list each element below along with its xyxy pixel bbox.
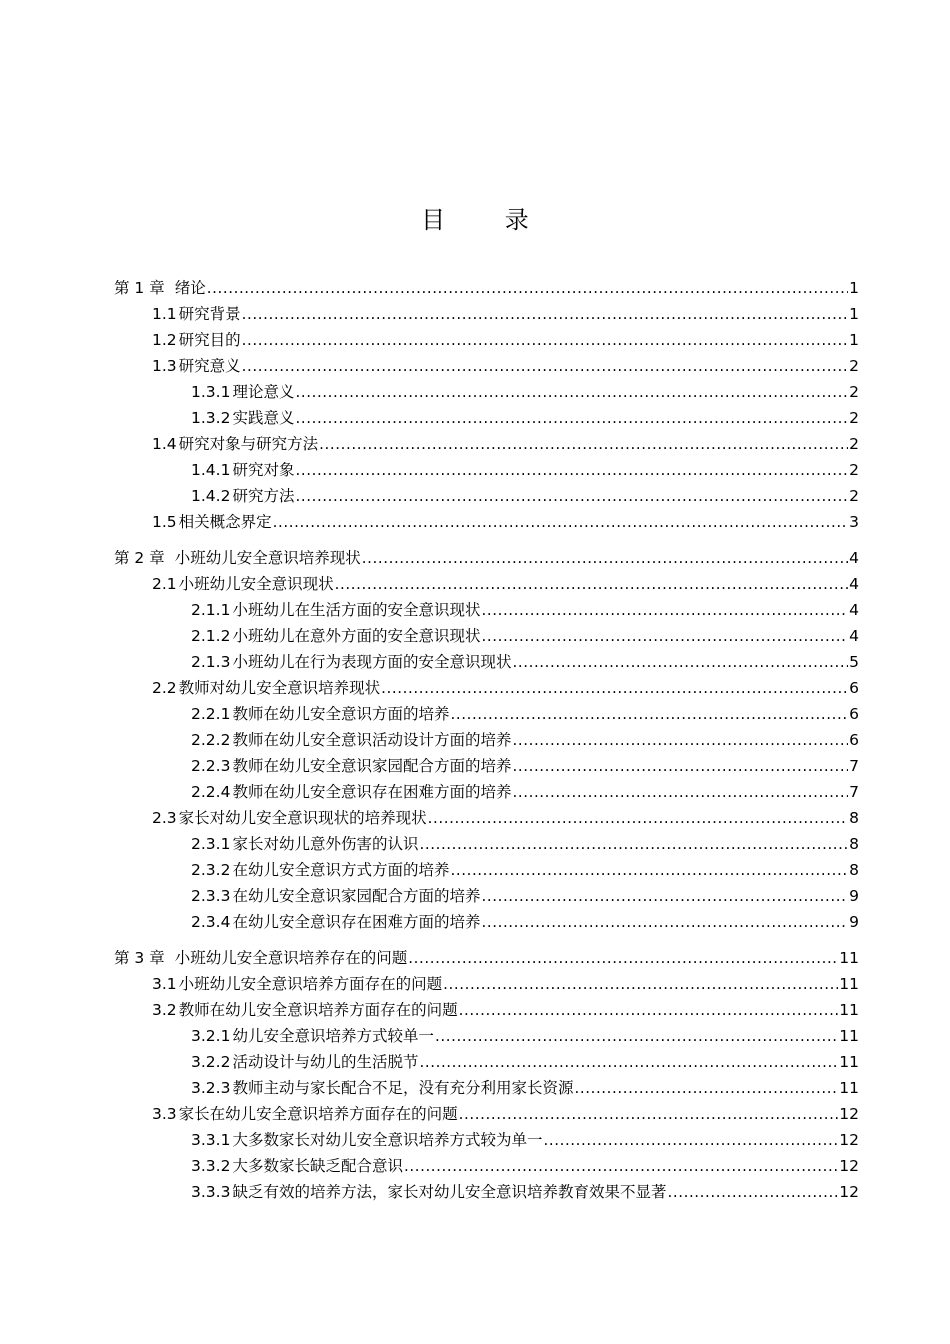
toc-entry-label — [191, 1153, 403, 1179]
toc-entry-number: 2.3.3 — [191, 887, 231, 905]
toc-entry-number: 2.2.1 — [191, 705, 231, 723]
toc-entry-number: 3.3.1 — [191, 1131, 231, 1149]
toc-entry-number: 2.3.2 — [191, 861, 231, 879]
toc-entry-number: 2.2.3 — [191, 757, 231, 775]
toc-dot-leader — [273, 509, 848, 535]
toc-entry[interactable] — [114, 1049, 859, 1075]
toc-entry[interactable] — [114, 1101, 859, 1127]
toc-dot-leader — [543, 1127, 838, 1153]
toc-entry-label — [191, 857, 449, 883]
toc-page-number: 12 — [839, 1105, 859, 1123]
page-title: 目 录 — [421, 206, 555, 234]
toc-entry-label — [191, 405, 294, 431]
toc-entry-label — [152, 971, 442, 997]
toc-dot-leader — [207, 275, 848, 301]
toc-entry[interactable] — [114, 379, 859, 405]
toc-entry-title: 研究意义 — [178, 357, 241, 375]
toc-entry-number: 1.3.1 — [191, 383, 231, 401]
toc-page-number: 6 — [849, 705, 859, 723]
toc-entry-title: 相关概念界定 — [178, 513, 272, 531]
toc-entry-title: 家长对幼儿意外伤害的认识 — [232, 835, 419, 853]
toc-entry-title: 教师对幼儿安全意识培养现状 — [178, 679, 381, 697]
toc-entry-number: 1.5 — [152, 513, 177, 531]
toc-entry-title: 家长对幼儿安全意识现状的培养现状 — [178, 809, 427, 827]
toc-entry-label — [191, 909, 480, 935]
toc-page-number: 8 — [849, 835, 859, 853]
toc-entry-number: 2.3.4 — [191, 913, 231, 931]
toc-entry-number: 1.3 — [152, 357, 177, 375]
toc-entry-label — [191, 701, 449, 727]
toc-entry[interactable] — [114, 571, 859, 597]
toc-entry-title: 实践意义 — [232, 409, 295, 427]
toc-entry[interactable] — [114, 301, 859, 327]
toc-entry-title: 小班幼儿安全意识培养现状 — [174, 549, 361, 567]
toc-page-number: 11 — [839, 1079, 859, 1097]
toc-entry-title: 教师在幼儿安全意识方面的培养 — [232, 705, 450, 723]
toc-chapter-entry[interactable] — [114, 275, 859, 301]
toc-entry[interactable] — [114, 857, 859, 883]
toc-entry[interactable] — [114, 457, 859, 483]
toc-entry-label — [114, 275, 206, 301]
toc-entry[interactable] — [114, 509, 859, 535]
toc-dot-leader — [574, 1075, 838, 1101]
toc-entry[interactable] — [114, 805, 859, 831]
toc-entry-title: 大多数家长对幼儿安全意识培养方式较为单一 — [232, 1131, 543, 1149]
toc-dot-leader — [481, 597, 848, 623]
toc-entry-label — [152, 301, 241, 327]
toc-entry-label — [152, 675, 380, 701]
toc-entry-label — [114, 545, 361, 571]
toc-dot-leader — [295, 457, 848, 483]
toc-page-number: 11 — [839, 949, 859, 967]
toc-entry-number: 3.2 — [152, 1001, 177, 1019]
toc-entry-label — [191, 379, 294, 405]
toc-entry-title: 研究背景 — [178, 305, 241, 323]
toc-page-number: 5 — [849, 653, 859, 671]
toc-entry-label — [191, 623, 480, 649]
toc-page-number: 4 — [849, 575, 859, 593]
toc-dot-leader — [242, 301, 848, 327]
table-of-contents — [114, 275, 859, 1205]
toc-entry-number: 1.4 — [152, 435, 177, 453]
toc-dot-leader — [428, 805, 848, 831]
toc-dot-leader — [242, 353, 848, 379]
toc-entry-title: 在幼儿安全意识方式方面的培养 — [232, 861, 450, 879]
toc-page-number: 4 — [849, 549, 859, 567]
toc-entry-number: 第 1 章 — [114, 279, 165, 297]
toc-dot-leader — [319, 431, 848, 457]
toc-dot-leader — [295, 405, 848, 431]
toc-entry-number: 2.1.1 — [191, 601, 231, 619]
toc-page-number: 7 — [849, 783, 859, 801]
toc-dot-leader — [512, 779, 848, 805]
toc-entry-title: 在幼儿安全意识家园配合方面的培养 — [232, 887, 481, 905]
toc-entry-number: 1.3.2 — [191, 409, 231, 427]
toc-entry[interactable] — [114, 701, 859, 727]
toc-entry-title: 教师在幼儿安全意识培养方面存在的问题 — [178, 1001, 458, 1019]
toc-entry-number: 3.2.2 — [191, 1053, 231, 1071]
toc-dot-leader — [667, 1179, 838, 1205]
toc-dot-leader — [459, 1101, 839, 1127]
toc-entry-title: 小班幼儿在意外方面的安全意识现状 — [232, 627, 481, 645]
toc-entry-title: 绪论 — [174, 279, 206, 297]
toc-entry[interactable] — [114, 1153, 859, 1179]
toc-entry[interactable] — [114, 831, 859, 857]
toc-dot-leader — [512, 753, 848, 779]
toc-entry-label — [152, 431, 318, 457]
toc-entry-title: 研究目的 — [178, 331, 241, 349]
toc-entry-label — [191, 1049, 418, 1075]
toc-page-number: 8 — [849, 809, 859, 827]
toc-entry-title: 小班幼儿安全意识培养存在的问题 — [174, 949, 408, 967]
toc-entry-label — [152, 509, 272, 535]
toc-entry[interactable] — [114, 353, 859, 379]
toc-entry-number: 2.3.1 — [191, 835, 231, 853]
toc-dot-leader — [435, 1023, 838, 1049]
toc-entry-number: 2.2.2 — [191, 731, 231, 749]
toc-page-number: 2 — [849, 357, 859, 375]
toc-entry[interactable] — [114, 623, 859, 649]
toc-entry[interactable] — [114, 753, 859, 779]
toc-entry-number: 2.2.4 — [191, 783, 231, 801]
toc-page-number: 1 — [849, 305, 859, 323]
toc-entry-label — [152, 1101, 458, 1127]
toc-entry-label — [191, 1179, 666, 1205]
toc-entry-label — [152, 353, 241, 379]
toc-entry-title: 家长在幼儿安全意识培养方面存在的问题 — [178, 1105, 458, 1123]
toc-entry-number: 2.1.2 — [191, 627, 231, 645]
toc-dot-leader — [512, 727, 848, 753]
toc-entry-number: 3.2.3 — [191, 1079, 231, 1097]
toc-entry-label — [191, 753, 511, 779]
toc-page-number: 1 — [849, 279, 859, 297]
toc-entry[interactable] — [114, 431, 859, 457]
toc-entry[interactable] — [114, 649, 859, 675]
toc-entry-number: 2.3 — [152, 809, 177, 827]
toc-page-number: 2 — [849, 487, 859, 505]
toc-page-number: 11 — [839, 1001, 859, 1019]
toc-entry-title: 教师在幼儿安全意识活动设计方面的培养 — [232, 731, 512, 749]
toc-dot-leader — [419, 831, 848, 857]
toc-entry[interactable] — [114, 727, 859, 753]
toc-entry-title: 小班幼儿安全意识培养方面存在的问题 — [178, 975, 443, 993]
toc-entry[interactable] — [114, 1179, 859, 1205]
toc-dot-leader — [362, 545, 848, 571]
toc-entry-label — [191, 831, 418, 857]
toc-entry-number: 1.1 — [152, 305, 177, 323]
toc-entry-label — [191, 779, 511, 805]
toc-dot-leader — [481, 883, 848, 909]
toc-dot-leader — [481, 623, 848, 649]
toc-page-number: 12 — [839, 1131, 859, 1149]
toc-dot-leader — [242, 327, 848, 353]
toc-chapter-entry[interactable] — [114, 545, 859, 571]
toc-entry-label — [191, 727, 511, 753]
toc-entry-title: 研究对象与研究方法 — [178, 435, 319, 453]
toc-page-number: 9 — [849, 887, 859, 905]
toc-entry-title: 研究方法 — [232, 487, 295, 505]
toc-entry-label — [191, 457, 294, 483]
toc-entry-number: 2.1.3 — [191, 653, 231, 671]
toc-entry-number: 3.3.2 — [191, 1157, 231, 1175]
toc-entry[interactable] — [114, 675, 859, 701]
toc-dot-leader — [335, 571, 848, 597]
toc-dot-leader — [443, 971, 838, 997]
toc-entry-title: 教师在幼儿安全意识存在困难方面的培养 — [232, 783, 512, 801]
toc-dot-leader — [381, 675, 848, 701]
toc-entry-label — [191, 883, 480, 909]
toc-entry-number: 第 3 章 — [114, 949, 165, 967]
toc-entry-title: 缺乏有效的培养方法，家长对幼儿安全意识培养教育效果不显著 — [232, 1183, 667, 1201]
toc-page-number: 11 — [839, 1053, 859, 1071]
toc-chapter-entry[interactable] — [114, 945, 859, 971]
toc-dot-leader — [450, 701, 848, 727]
toc-entry-label — [152, 571, 334, 597]
toc-dot-leader — [450, 857, 848, 883]
toc-dot-leader — [481, 909, 848, 935]
toc-dot-leader — [512, 649, 848, 675]
toc-dot-leader — [459, 997, 839, 1023]
toc-entry-number: 3.1 — [152, 975, 177, 993]
toc-entry-title: 活动设计与幼儿的生活脱节 — [232, 1053, 419, 1071]
toc-entry-number: 2.2 — [152, 679, 177, 697]
toc-entry-number: 3.3.3 — [191, 1183, 231, 1201]
toc-dot-leader — [404, 1153, 838, 1179]
toc-page-number: 2 — [849, 435, 859, 453]
toc-entry-title: 研究对象 — [232, 461, 295, 479]
toc-entry[interactable] — [114, 997, 859, 1023]
toc-entry-number: 3.2.1 — [191, 1027, 231, 1045]
toc-page-number: 2 — [849, 383, 859, 401]
toc-page-number: 8 — [849, 861, 859, 879]
toc-entry[interactable] — [114, 405, 859, 431]
toc-entry-number: 1.2 — [152, 331, 177, 349]
toc-page-number: 4 — [849, 627, 859, 645]
toc-page-number: 2 — [849, 461, 859, 479]
toc-entry-title: 在幼儿安全意识存在困难方面的培养 — [232, 913, 481, 931]
toc-dot-leader — [408, 945, 838, 971]
toc-entry-label — [114, 945, 407, 971]
toc-entry-number: 1.4.2 — [191, 487, 231, 505]
toc-entry[interactable] — [114, 483, 859, 509]
toc-page-number: 12 — [839, 1183, 859, 1201]
toc-entry[interactable] — [114, 327, 859, 353]
toc-entry-label — [152, 997, 458, 1023]
toc-entry-title: 幼儿安全意识培养方式较单一 — [232, 1027, 434, 1045]
toc-entry-title: 教师主动与家长配合不足，没有充分利用家长资源 — [232, 1079, 574, 1097]
toc-entry-label — [191, 597, 480, 623]
toc-page-number: 1 — [849, 331, 859, 349]
toc-entry[interactable] — [114, 1127, 859, 1153]
toc-entry-number: 第 2 章 — [114, 549, 165, 567]
toc-page-number: 11 — [839, 1027, 859, 1045]
toc-entry-label — [191, 483, 294, 509]
toc-entry[interactable] — [114, 779, 859, 805]
toc-page-number: 3 — [849, 513, 859, 531]
toc-entry-label — [191, 1127, 542, 1153]
toc-entry-title: 教师在幼儿安全意识家园配合方面的培养 — [232, 757, 512, 775]
toc-entry[interactable] — [114, 597, 859, 623]
toc-entry[interactable] — [114, 971, 859, 997]
toc-entry-number: 1.4.1 — [191, 461, 231, 479]
toc-entry-title: 大多数家长缺乏配合意识 — [232, 1157, 403, 1175]
toc-entry-label — [152, 805, 427, 831]
toc-entry-label — [191, 649, 511, 675]
toc-page-number: 7 — [849, 757, 859, 775]
toc-entry-title: 小班幼儿在生活方面的安全意识现状 — [232, 601, 481, 619]
toc-page-number: 6 — [849, 731, 859, 749]
toc-entry[interactable] — [114, 909, 859, 935]
toc-entry-number: 2.1 — [152, 575, 177, 593]
toc-entry[interactable] — [114, 1075, 859, 1101]
toc-dot-leader — [295, 379, 848, 405]
toc-entry[interactable] — [114, 1023, 859, 1049]
toc-entry-number: 3.3 — [152, 1105, 177, 1123]
toc-page-number: 9 — [849, 913, 859, 931]
toc-page-number: 12 — [839, 1157, 859, 1175]
toc-dot-leader — [295, 483, 848, 509]
toc-dot-leader — [419, 1049, 838, 1075]
toc-entry-label — [152, 327, 241, 353]
toc-entry-title: 理论意义 — [232, 383, 295, 401]
toc-entry[interactable] — [114, 883, 859, 909]
toc-page-number: 2 — [849, 409, 859, 427]
toc-page-number: 11 — [839, 975, 859, 993]
toc-entry-label — [191, 1023, 434, 1049]
toc-page-number: 6 — [849, 679, 859, 697]
toc-entry-title: 小班幼儿在行为表现方面的安全意识现状 — [232, 653, 512, 671]
toc-page-number: 4 — [849, 601, 859, 619]
toc-entry-label — [191, 1075, 573, 1101]
toc-entry-title: 小班幼儿安全意识现状 — [178, 575, 334, 593]
